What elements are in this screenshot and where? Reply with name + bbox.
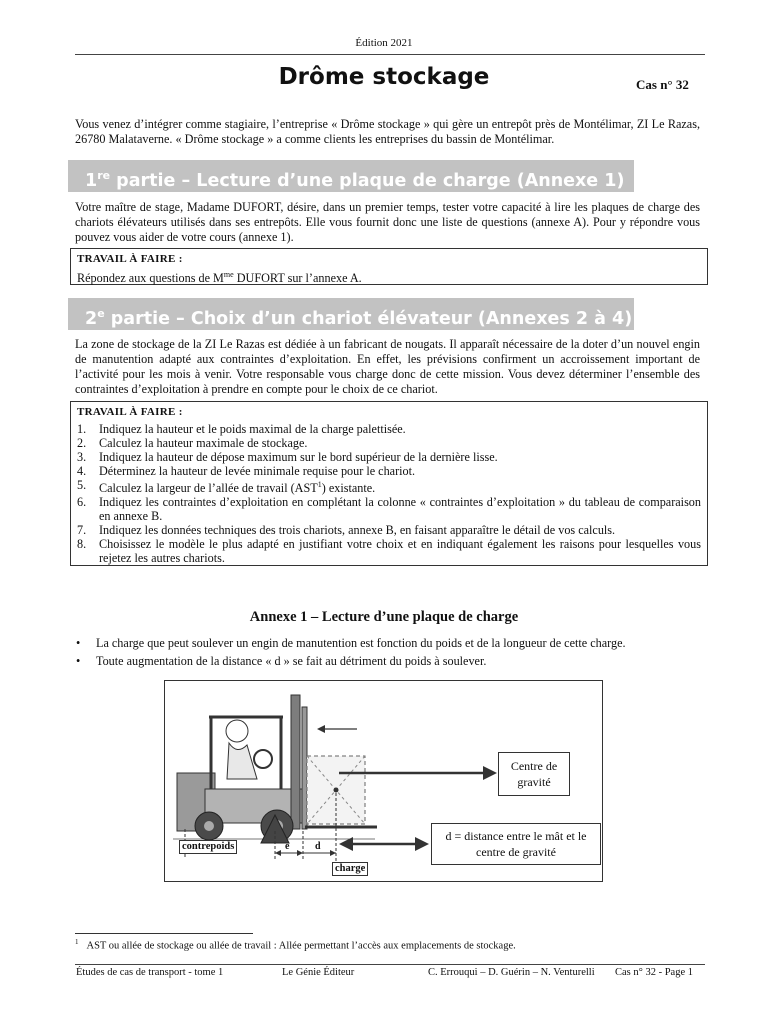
edition-label: Édition 2021 xyxy=(355,37,413,49)
mast-shape xyxy=(291,695,300,829)
part2-task-list xyxy=(77,422,701,565)
part2-banner xyxy=(68,298,634,330)
part1-task-after: DUFORT sur l’annexe A. xyxy=(233,271,362,286)
task-text: Déterminez la hauteur de levée minimale requise pour le chariot. xyxy=(99,464,416,478)
annexe1-title: Annexe 1 – Lecture d’une plaque de charge xyxy=(249,609,519,625)
part1-banner xyxy=(68,160,634,192)
cg-callout: Centre de gravité xyxy=(498,752,570,796)
task-text: Indiquez les contraintes d’exploitation en complétant la colonne « contraintes d’exploitation » du tableau de comparaison en annexe B. xyxy=(99,495,701,524)
task-item xyxy=(77,422,701,436)
annexe1-bullet: • Toute augmentation de la distance « d » se fait au détriment du poids à soulever. xyxy=(76,652,706,670)
task-number: 1. xyxy=(77,422,87,436)
counterweight-label: contrepoids xyxy=(179,840,237,854)
task-item xyxy=(77,478,701,495)
footer-publisher: Le Génie Éditeur xyxy=(282,967,355,978)
part2-banner-sup: e xyxy=(97,307,105,320)
task-item xyxy=(77,523,701,537)
task-number: 6. xyxy=(77,495,87,510)
part1-paragraph: Votre maître de stage, Madame DUFORT, désire, dans un premier temps, tester votre capacité à lire les plaques de charge des chariots élévateurs utilisés dans ses entrepôts. Elle vous fournit donc une liste de questions (annexe A). Pour y répondre vous pouvez vous aider de votre cours (annexe 1). xyxy=(75,200,700,244)
annexe1-bullets xyxy=(76,634,706,670)
task-footnote-ref: 1 xyxy=(317,480,322,489)
task-number: 4. xyxy=(77,464,87,478)
part2-paragraph: La zone de stockage de la ZI Le Razas est dédiée à un fabricant de nougats. Il apparaît nécessaire de la doter d’un nouvel engin de manutention adapté aux contraintes d’exploitation. En effet, les prévisions confirment un accroissement important de l’activité pour les mois à venir. Votre responsable vous charge donc de cette mission. Vous devez déterminer l’ensemble des contraintes d’exploitation à prendre en compte pour le choix de ce chariot. xyxy=(75,337,700,396)
footer-authors: C. Errouqui – D. Guérin – N. Venturelli xyxy=(428,967,595,978)
footnote xyxy=(75,938,516,952)
task-item xyxy=(77,464,701,478)
annexe1-bullet: • La charge que peut soulever un engin de manutention est fonction du poids et de la longueur de cette charge. xyxy=(76,634,706,652)
task-item xyxy=(77,495,701,523)
task-number: 8. xyxy=(77,537,87,552)
header-rule xyxy=(75,54,705,55)
center-of-gravity-point xyxy=(334,788,339,793)
part1-task-box xyxy=(70,248,708,285)
d-callout: d = distance entre le mât et le centre de gravité xyxy=(431,823,601,865)
d-arrow-right xyxy=(415,837,429,851)
part2-banner-title: partie – Choix d’un chariot élévateur (Annexes 2 à 4) xyxy=(104,308,633,329)
footer-book: Études de cas de transport - tome 1 xyxy=(76,967,224,978)
footnote-rule xyxy=(75,933,253,934)
task-text: Indiquez la hauteur et le poids maximal de la charge palettisée. xyxy=(99,422,406,436)
task-text: Indiquez les données techniques des trois chariots, annexe B, en faisant apparaître le détail de vos calculs. xyxy=(99,523,616,538)
task-text: Choisissez le modèle le plus adapté en justifiant votre choix et en indiquant également les raisons pour lesquelles vous rejetez les autres chariots. xyxy=(99,537,701,566)
driver-body xyxy=(227,743,257,779)
task-number: 3. xyxy=(77,450,87,464)
task-item xyxy=(77,537,701,565)
driver-head xyxy=(226,720,248,742)
cg-arrow-head xyxy=(483,766,497,780)
task-text-after: ) existante. xyxy=(321,481,376,496)
forklift-figure xyxy=(164,680,603,882)
task-item xyxy=(77,436,701,450)
intro-paragraph: Vous venez d’intégrer comme stagiaire, l’entreprise « Drôme stockage » qui gère un entrepôt près de Montélimar, ZI Le Razas, 26780 Malataverne. « Drôme stockage » a comme clients les entreprises du bassin de Montélimar. xyxy=(75,117,700,146)
task-text: Calculez la hauteur maximale de stockage. xyxy=(99,436,308,450)
task-number: 7. xyxy=(77,523,87,538)
part2-banner-num: 2 xyxy=(85,308,98,329)
part1-task-text xyxy=(77,267,701,286)
part2-task-box xyxy=(70,401,708,566)
part1-task-sup: me xyxy=(223,270,234,279)
footnote-text: AST ou allée de stockage ou allée de travail : Allée permettant l’accès aux emplacements de stockage. xyxy=(86,940,516,952)
task-text: Indiquez la hauteur de dépose maximum sur le bord supérieur de la dernière lisse. xyxy=(99,450,498,464)
footer-page: Cas n° 32 - Page 1 xyxy=(615,967,693,978)
footnote-number: 1 xyxy=(75,938,79,946)
page-title: Drôme stockage xyxy=(278,64,490,90)
part1-banner-num: 1 xyxy=(85,170,98,191)
part1-banner-title: partie – Lecture d’une plaque de charge (Annexe 1) xyxy=(110,170,625,191)
task-number: 2. xyxy=(77,436,87,450)
part1-task-title: TRAVAIL À FAIRE : xyxy=(77,253,183,265)
load-label: charge xyxy=(332,862,368,876)
d-label: d xyxy=(315,841,321,852)
steering-wheel xyxy=(254,750,272,768)
part1-task-before: Répondez aux questions de M xyxy=(77,271,224,286)
case-number: Cas n° 32 xyxy=(636,77,689,92)
task-item xyxy=(77,450,701,464)
part2-task-title: TRAVAIL À FAIRE : xyxy=(77,406,183,418)
part1-banner-sup: re xyxy=(97,169,111,182)
task-number: 5. xyxy=(77,478,87,492)
e-label: e xyxy=(285,841,290,852)
footer-rule xyxy=(75,964,705,965)
task-text: Calculez la largeur de l’allée de travail (AST xyxy=(99,481,318,496)
